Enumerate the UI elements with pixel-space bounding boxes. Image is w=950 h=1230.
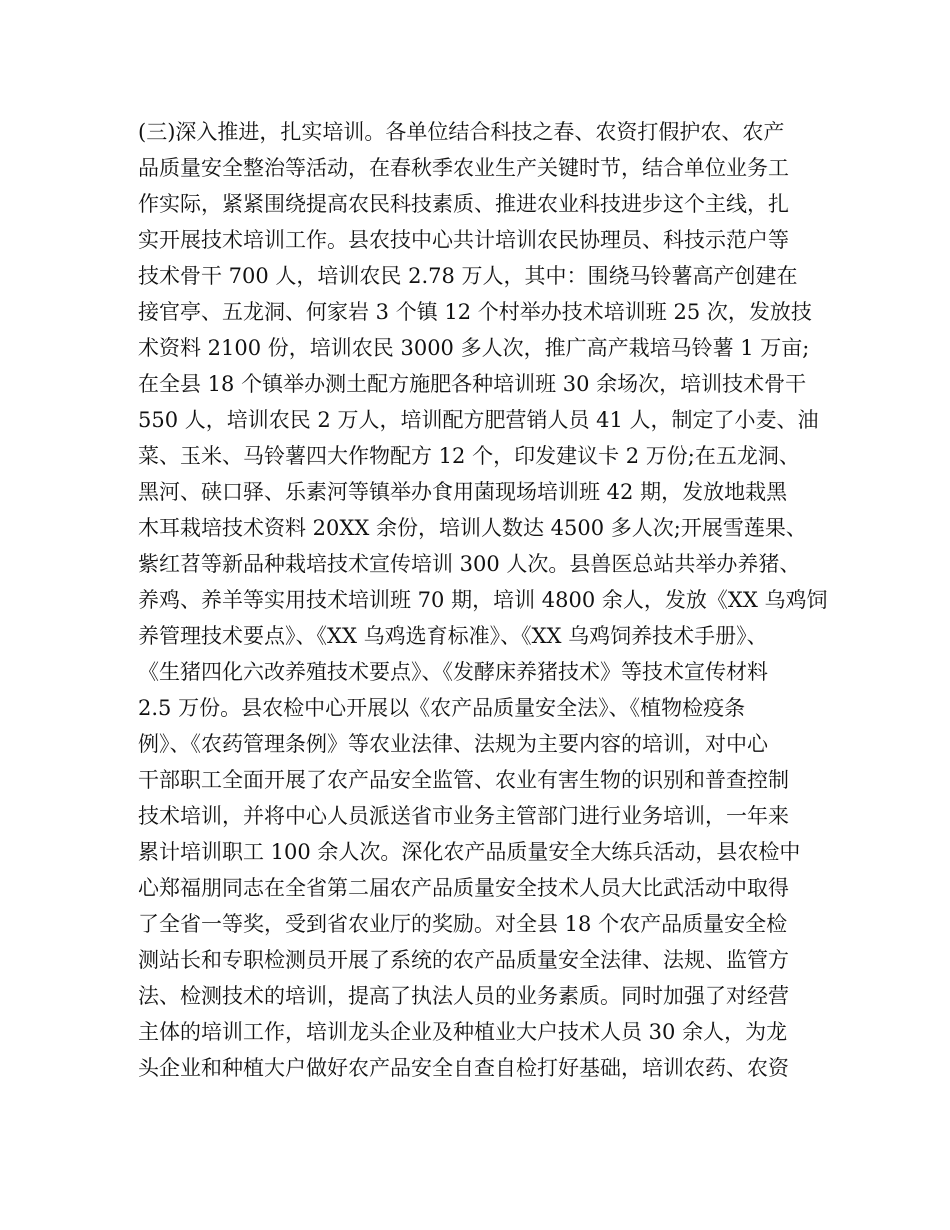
body-text-line: 干部职工全面开展了农产品安全监管、农业有害生物的识别和普查控制: [138, 768, 789, 792]
body-text-line: (三)深入推进，扎实培训。各单位结合科技之春、农资打假护农、农产: [138, 120, 785, 144]
body-text-line: 了全省一等奖，受到省农业厅的奖励。对全县 18 个农产品质量安全检: [138, 912, 788, 936]
body-text-line: 2.5 万份。县农检中心开展以《农产品质量安全法》、《植物检疫条: [138, 696, 746, 720]
body-text-line: 主体的培训工作，培训龙头企业及种植业大户技术人员 30 余人，为龙: [138, 1020, 788, 1044]
body-text-line: 累计培训职工 100 余人次。深化农产品质量安全大练兵活动，县农检中: [138, 840, 801, 864]
body-text-line: 例》、《农药管理条例》等农业法律、法规为主要内容的培训，对中心: [138, 732, 768, 756]
body-text-line: 术资料 2100 份，培训农民 3000 多人次，推广高产栽培马铃薯 1 万亩;: [138, 336, 810, 360]
body-text-line: 黑河、硖口驿、乐素河等镇举办食用菌现场培训班 42 期，发放地栽黑: [138, 480, 788, 504]
body-text-line: 品质量安全整治等活动，在春秋季农业生产关键时节，结合单位业务工: [138, 156, 789, 180]
body-text-line: 菜、玉米、马铃薯四大作物配方 12 个，印发建议卡 2 万份;在五龙洞、: [138, 444, 800, 468]
body-text-line: 养鸡、养羊等实用技术培训班 70 期，培训 4800 余人，发放《XX 乌鸡饲: [138, 588, 828, 612]
body-text-line: 实开展技术培训工作。县农技中心共计培训农民协理员、科技示范户等: [138, 228, 789, 252]
body-text-line: 头企业和种植大户做好农产品安全自查自检打好基础，培训农药、农资: [138, 1056, 789, 1080]
body-text-line: 在全县 18 个镇举办测土配方施肥各种培训班 30 余场次，培训技术骨干: [138, 372, 807, 396]
body-text-line: 《生猪四化六改养殖技术要点》、《发酵床养猪技术》等技术宣传材料: [138, 660, 768, 684]
body-text-line: 接官亭、五龙洞、何家岩 3 个镇 12 个村举办技术培训班 25 次，发放技: [138, 300, 812, 324]
body-text-line: 心郑福朋同志在全省第二届农产品质量安全技术人员大比武活动中取得: [138, 876, 789, 900]
body-text-line: 法、检测技术的培训，提高了执法人员的业务素质。同时加强了对经营: [138, 984, 789, 1008]
body-text-line: 紫红苕等新品种栽培技术宣传培训 300 人次。县兽医总站共举办养猪、: [138, 552, 801, 576]
body-text-line: 作实际，紧紧围绕提高农民科技素质、推进农业科技进步这个主线，扎: [138, 192, 789, 216]
body-text-line: 木耳栽培技术资料 20XX 余份，培训人数达 4500 多人次;开展雪莲果、: [138, 516, 807, 540]
body-text-line: 测站长和专职检测员开展了系统的农产品质量安全法律、法规、监管方: [138, 948, 789, 972]
body-text-line: 技术培训，并将中心人员派送省市业务主管部门进行业务培训，一年来: [138, 804, 789, 828]
body-text-line: 养管理技术要点》、《XX 乌鸡选育标准》、《XX 乌鸡饲养技术手册》、: [138, 624, 768, 648]
body-text-line: 550 人，培训农民 2 万人，培训配方肥营销人员 41 人，制定了小麦、油: [138, 408, 819, 432]
document-body: [138, 114, 828, 1086]
body-text-line: 技术骨干 700 人，培训农民 2.78 万人，其中：围绕马铃薯高产创建在: [138, 264, 798, 288]
